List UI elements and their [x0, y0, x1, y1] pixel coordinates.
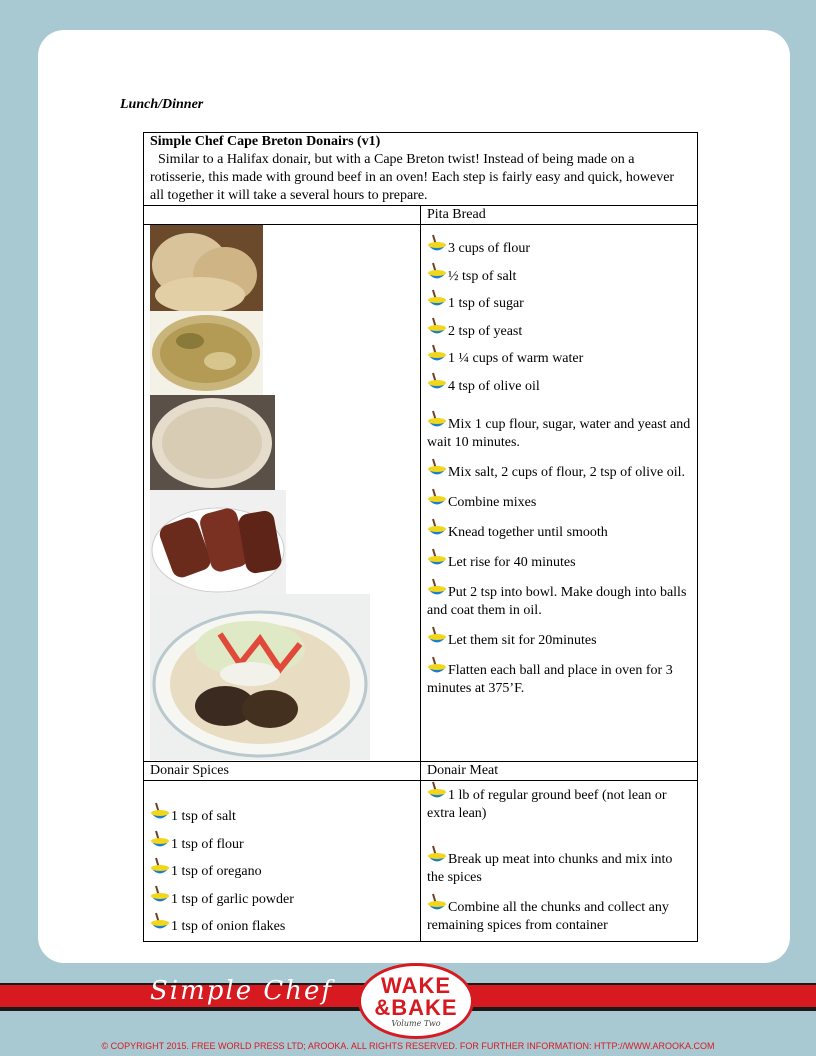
ingredient-text: 2 tsp of yeast	[448, 323, 523, 339]
step-text: Mix salt, 2 cups of flour, 2 tsp of olive oil.	[448, 465, 686, 480]
pita-step-list	[427, 410, 691, 698]
ingredient-item	[427, 253, 691, 284]
ingredient-item	[150, 903, 414, 934]
step-text: 1 lb of regular ground beef (not lean or extra lean)	[427, 788, 667, 821]
ingredient-text: 1 tsp of salt	[171, 809, 236, 824]
step-text: Combine all the chunks and collect any remaining spices from container	[427, 900, 669, 933]
ingredient-text: 1 ¼ cups of warm water	[448, 351, 584, 366]
pita-bread-photo	[150, 225, 263, 311]
step-item	[427, 578, 691, 620]
step-text: Flatten each ball and place in oven for 3 minutes at 375’F.	[427, 663, 673, 696]
ingredient-text: 3 cups of flour	[448, 241, 531, 256]
meat-header: Donair Meat	[421, 762, 698, 781]
step-text: Let them sit for 20minutes	[448, 633, 597, 648]
step-text: Knead together until smooth	[448, 525, 608, 540]
mixing-bowl-icon	[427, 626, 447, 648]
step-text: Let rise for 40 minutes	[448, 555, 576, 570]
step-item	[427, 781, 691, 823]
meat-cell	[421, 781, 698, 942]
section-title: Lunch/Dinner	[120, 97, 204, 112]
ingredient-item	[427, 225, 691, 256]
spices-header: Donair Spices	[144, 762, 421, 781]
mixing-bowl-icon	[427, 578, 447, 600]
mixing-bowl-icon	[427, 781, 447, 803]
step-item	[427, 518, 691, 542]
ingredient-item	[427, 363, 691, 394]
step-item	[427, 845, 691, 887]
pita-ingredient-list	[427, 225, 691, 394]
logo-line3: Volume Two	[391, 1019, 441, 1028]
mixing-bowl-icon	[427, 458, 447, 480]
recipe-header-cell	[144, 133, 698, 206]
step-item	[427, 410, 691, 452]
dough-bowl-photo	[150, 395, 275, 490]
step-item	[427, 656, 691, 698]
ingredient-text: 1 tsp of onion flakes	[171, 919, 286, 934]
copyright-text: © COPYRIGHT 2015. FREE WORLD PRESS LTD; AROOKA. ALL RIGHTS RESERVED. FOR FURTHER INFORMATION: HTTP://WWW.AROOKA.COM	[101, 1041, 715, 1051]
spices-cell	[144, 781, 421, 942]
step-item	[427, 626, 691, 650]
mixing-bowl-icon	[427, 518, 447, 540]
ingredient-text: 1 tsp of oregano	[171, 864, 262, 879]
spice-ingredient-list	[150, 793, 414, 934]
mixing-bowl-icon	[427, 893, 447, 915]
wake-bake-logo	[358, 963, 474, 1039]
meat-ingredient-list	[427, 781, 691, 823]
ingredient-text: 1 tsp of flour	[171, 836, 244, 852]
mixing-bowl-icon	[427, 488, 447, 510]
step-text: Combine mixes	[448, 495, 537, 510]
meat-step-list	[427, 845, 691, 935]
logo-line2: &BAKE	[374, 995, 458, 1020]
step-text: Put 2 tsp into bowl. Make dough into balls and coat them in oil.	[427, 585, 687, 618]
step-item	[427, 458, 691, 482]
mixing-bowl-icon	[150, 912, 170, 934]
ingredient-text: 1 tsp of sugar	[448, 296, 524, 311]
cooked-meat-photo	[150, 490, 286, 594]
recipe-title: Simple Chef Cape Breton Donairs (v1)	[150, 134, 381, 149]
pita-header: Pita Bread	[421, 206, 698, 225]
empty-header-cell	[144, 206, 421, 225]
ingredient-item	[150, 793, 414, 824]
step-item	[427, 893, 691, 935]
mixing-bowl-icon	[427, 548, 447, 570]
recipe-description: Similar to a Halifax donair, but with a Cape Breton twist! Instead of being made on a rotisserie, this made with ground beef in an oven! Each step is fairly easy and quick, however all together it will take a several hours to prepare.	[150, 152, 675, 203]
recipe-table	[143, 132, 698, 942]
step-item	[427, 488, 691, 512]
pita-cell	[421, 225, 698, 762]
step-text: Break up meat into chunks and mix into the spices	[427, 852, 673, 885]
ingredient-text: 1 tsp of garlic powder	[171, 891, 294, 907]
footer-brand: Simple Chef	[150, 976, 334, 1006]
ingredient-item	[427, 335, 691, 366]
spice-mix-photo	[150, 311, 263, 395]
step-item	[427, 548, 691, 572]
mixing-bowl-icon	[427, 845, 447, 867]
step-text: Mix 1 cup flour, sugar, water and yeast and wait 10 minutes.	[427, 417, 691, 450]
ingredient-text: 4 tsp of olive oil	[448, 378, 540, 394]
mixing-bowl-icon	[427, 410, 447, 432]
ingredient-item	[150, 876, 414, 907]
photo-column	[144, 225, 421, 762]
ingredient-item	[150, 821, 414, 852]
ingredient-item	[427, 308, 691, 339]
mixing-bowl-icon	[427, 656, 447, 678]
ingredient-item	[427, 280, 691, 311]
ingredient-text: ½ tsp of salt	[448, 268, 517, 284]
logo-line1: WAKE	[381, 973, 451, 998]
mixing-bowl-icon	[427, 372, 447, 394]
ingredient-item	[150, 848, 414, 879]
assembled-donair-photo	[150, 594, 370, 760]
